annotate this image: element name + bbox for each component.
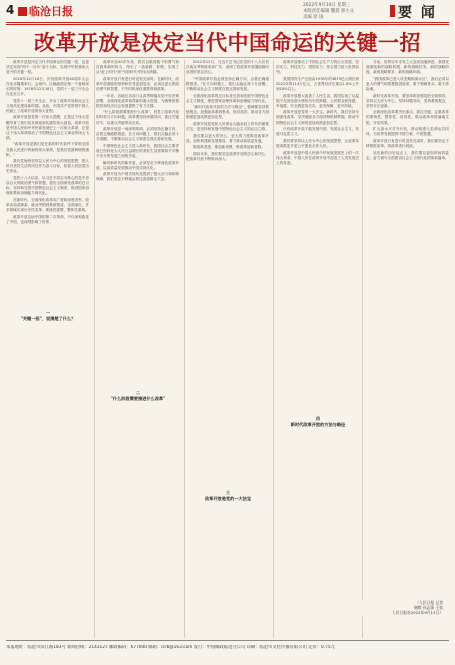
article-byline <box>361 600 443 616</box>
body-paragraph: 全面深化改革的总目标是完善和发展中国特色社会主义制度，推进国家治理体系和治理能力现代化。 <box>186 93 269 103</box>
body-paragraph: 惟改革者进，惟创新者强，惟改革创新者胜。 <box>193 145 265 150</box>
subhead-number: 一 <box>46 310 50 315</box>
body-paragraph: 只有改革开放才能发展中国、发展社会主义、发展马克思主义。 <box>276 127 359 137</box>
subhead-text: "关键一招"，说清楚了什么？ <box>20 315 76 321</box>
body-paragraph: 在新时代，全面深化改革向广度和深度进军，改革由局部探索、破冰突围到系统集成、全面深化，许多领域实现历史性变革、系统性重塑、整体性重构。 <box>6 197 89 213</box>
byline-source: （人民日报 记者 <box>415 600 443 605</box>
body-column <box>186 60 269 638</box>
article-body <box>6 60 449 638</box>
column-divider <box>94 60 95 638</box>
subhead-number: 二 <box>136 390 140 395</box>
body-paragraph: 一年来，各地区各部门认真贯彻落实党中央决策部署，全面深化改革取得新的重大进展，为统筹疫情防控和经济社会发展提供了有力支撑。 <box>96 93 179 108</box>
subhead-text: "什么阶段需要推进什么改革" <box>110 395 166 401</box>
masthead-logo-icon <box>18 7 27 16</box>
body-paragraph: 改革开放这场中国的第二次革命，不仅深刻改变了中国，也深刻影响了世界。 <box>6 214 89 224</box>
body-paragraph: 全面深化改革要突出重点，抓住关键，注重改革的系统性、整体性、协同性，推动改革举措落地生根、开花结果。 <box>366 110 449 125</box>
body-paragraph: 改革开放只有进行时没有完成时，我们要坚定不移推进改革，将改革进行到底。 <box>366 138 449 148</box>
body-paragraph: 改革开放是中国人民和中华民族发展史上的一次伟大革命，中国人民在改革开放中创造了人类发展史上的奇迹。 <box>276 150 359 165</box>
section-subhead <box>8 310 88 321</box>
body-column <box>276 60 359 638</box>
body-paragraph: 解决新时代的新矛盾，必须坚定不移深化改革开放，以高质量发展推动中国式现代化。 <box>96 160 179 170</box>
page-footer <box>0 640 455 665</box>
body-paragraph: "改革开放是我们党在新的时代条件下带领全国各族人民进行的新的伟大革命，是我们党最鲜明的旗帜。" <box>6 142 89 157</box>
subhead-text: 新时代改革开放的方法与路径 <box>290 421 346 427</box>
section-tab <box>390 0 455 21</box>
section-subhead <box>98 390 178 401</box>
body-paragraph: 改革开放极大改善了人民生活，我国实现了从温饱不足到全面小康的历史性跨越，人民群众获得感、幸福感、安全感更加充实、更有保障、更可持续。 <box>276 93 359 108</box>
issue-designer: 美编 徐 国 <box>303 15 324 20</box>
column-divider <box>362 60 363 638</box>
body-paragraph: "中国改革开放必须坚持正确方向，沿着正确道路推进。"在方向问题上，我们头脑必须十分清醒，不断推动社会主义制度自我完善和发展。 <box>186 76 269 91</box>
body-paragraph: 站在新的历史起点上，我们要以更加昂扬的姿态，奋力谱写全面建设社会主义现代化国家新篇章。 <box>366 150 449 160</box>
body-column <box>96 60 179 638</box>
issue-meta <box>303 3 354 21</box>
page-number: 4 <box>6 3 15 17</box>
title-divider <box>6 57 449 58</box>
body-paragraph: 党的十一届三中全会，开启了改革开放和社会主义现代化建设新时期。从此，中国共产党带领中国人民踏上了改革开放的伟大征程。 <box>6 98 89 113</box>
body-paragraph: "我国改革已进入攻坚期和深水区"，我们必须以更大的勇气和智慧推进改革，敢于啃硬骨头，敢于涉险滩。 <box>366 76 449 91</box>
body-paragraph: 改革开放推动了中国社会生产力的巨大发展，经济实力、科技实力、国防实力、综合国力进入世界前列。 <box>276 60 359 75</box>
column-divider <box>184 60 185 638</box>
body-paragraph: 我们要以更大的决心、更大的力度推进改革开放，加快构建新发展格局，着力推动高质量发展。 <box>186 133 269 143</box>
body-paragraph: "什么阶段需要推进什么改革"，回答了改革开放的时机与方向问题。改革要坚持问题导向，抓住关键环节，以重点突破带动全局。 <box>96 110 179 125</box>
body-paragraph: 改革开放是党和人民事业大踏步赶上时代的重要法宝，是坚持和发展中国特色社会主义的必由之路。 <box>186 122 269 132</box>
footer-info: 本报地址：临沧市滨江路183号 新闻热线：2143127 邮政编码：677000 邮箱：lcrb@163.com 发行：中国邮政临沧分公司 印刷：临沧市文化传播有限公司 定价：0.75元 <box>6 645 335 650</box>
body-column <box>6 60 89 638</box>
body-paragraph: 改革开放是党的一次伟大觉醒，正是这个伟大觉醒孕育了我们党从理论到实践的伟大创造。改革开放是中国人民和中华民族发展史上一次伟大革命，正是这个伟大革命推动了中国特色社会主义事业的伟大飞跃。 <box>6 115 89 140</box>
body-column <box>366 60 449 638</box>
body-paragraph: 我们党始终坚持以人民为中心的发展思想，把人民对美好生活的向往作为奋斗目标，依靠人民创造历史伟业。 <box>6 159 89 174</box>
body-paragraph: 中国特色社会主义进入新时代，我国社会主要矛盾已经转化为人民日益增长的美好生活需要和不平衡不充分的发展之间的矛盾。 <box>96 143 179 159</box>
body-paragraph: "新时代改革开放的方法与路径"，强调要坚持系统观念，加强改革系统集成、协同高效，推动各方面制度更加成熟更加定型。 <box>186 105 269 120</box>
body-paragraph: 当前，世界百年未有之大变局加速演进，我国发展面临新的战略机遇、新的战略任务、新的战略阶段、新的战略要求、新的战略环境。 <box>366 60 449 75</box>
byline-date: 人民日报社2022年9月13日） <box>391 610 443 616</box>
issue-editor: 本版责任编辑 魏荔 郭小文 <box>303 9 355 14</box>
body-paragraph: 2012年12月，习近平总书记在党的十八大后首次离京考察就来到广东，表明了将改革开放继续推向前进的坚定决心。 <box>186 60 269 75</box>
body-paragraph: 我国国内生产总值由1978年的3679亿元增长到2021年的114万亿元，占世界经济比重从1.8%上升到18%以上。 <box>276 76 359 91</box>
issue-date: 2022年9月14日 星期三 <box>303 3 351 8</box>
subhead-number: 四 <box>316 416 320 421</box>
newspaper-masthead <box>18 3 73 19</box>
subhead-number: 三 <box>226 490 230 495</box>
footer-rule <box>6 640 449 641</box>
body-paragraph: 改革开放40多年来，我们以敢闯敢干的勇气和自我革新的担当，闯出了一条新路、好路，实现了从"赶上时代"到"引领时代"的伟大跨越。 <box>96 60 179 75</box>
body-paragraph: 改革开放是党的一大法宝。新时代，我们坚持全面深化改革，坚决破除各方面体制机制弊端，推动中国特色社会主义制度更加成熟更加定型。 <box>276 110 359 125</box>
body-paragraph: 改革开放是决定当代中国命运的关键一招，也是决定实现"两个一百年"奋斗目标、实现中华民族伟大复兴的关键一招。 <box>6 60 89 75</box>
body-paragraph: 我们要坚持以人民为中心的发展思想，让改革发展成果更多更公平惠及全体人民。 <box>276 138 359 148</box>
section-subhead <box>188 490 268 501</box>
masthead-name: 临沧日报 <box>29 5 73 18</box>
section-label: 要 闻 <box>398 5 437 21</box>
section-marker <box>390 5 395 17</box>
page-header <box>0 0 455 22</box>
body-paragraph: 2018年12月18日，庆祝改革开放40周年大会在北京隆重举行。会场内，巨幅画面定格一个意味深长的时刻：1978年12月18日，党的十一届三中全会在北京召开。 <box>6 76 89 97</box>
body-paragraph: 改革开放为中国式现代化提供了强大动力和体制保障，我们坚定不移地沿着这条道路走下去。 <box>96 172 179 182</box>
subhead-text: 改革开放是党的一大法宝 <box>204 495 252 501</box>
body-paragraph: 党的十八大以来，以习近平同志为核心的党中央以巨大的政治勇气和智慧，提出全面深化改革的总目标，坚持和完善中国特色社会主义制度、推进国家治理体系和治理能力现代化。 <box>6 175 89 196</box>
body-paragraph: 扩大高水平对外开放，推动构建人类命运共同体，为世界发展提供中国方案、中国智慧。 <box>366 127 449 137</box>
body-paragraph: 改革开放是一场深刻革命，必须坚持正确方向，沿着正确道路推进。在方向问题上，我们头脑必须十分清醒，不断推动社会主义制度自我完善和发展。 <box>96 127 179 142</box>
header-rule <box>6 22 449 23</box>
body-paragraph: 面向未来，我们要坚定改革开放的信心和决心，把改革开放不断推向深入。 <box>186 152 269 162</box>
byline-authors: 谢维 孙志锋 王钦 <box>414 605 443 611</box>
column-divider <box>273 60 274 638</box>
body-paragraph: 新时代改革开放，要坚持和加强党的全面领导，坚持以人民为中心，坚持问题导向，坚持系统观念，坚持守正创新。 <box>366 93 449 108</box>
article-headline: 改革开放是决定当代中国命运的关键一招 <box>34 31 421 55</box>
header-rule-thin <box>6 24 449 25</box>
body-paragraph: 改革开放只有进行时没有完成时。在新时代，改革开放面临的形势和任务更加复杂，必须以更大的政治勇气和智慧，不失时机深化重要领域改革。 <box>96 76 179 91</box>
section-subhead <box>278 416 358 427</box>
